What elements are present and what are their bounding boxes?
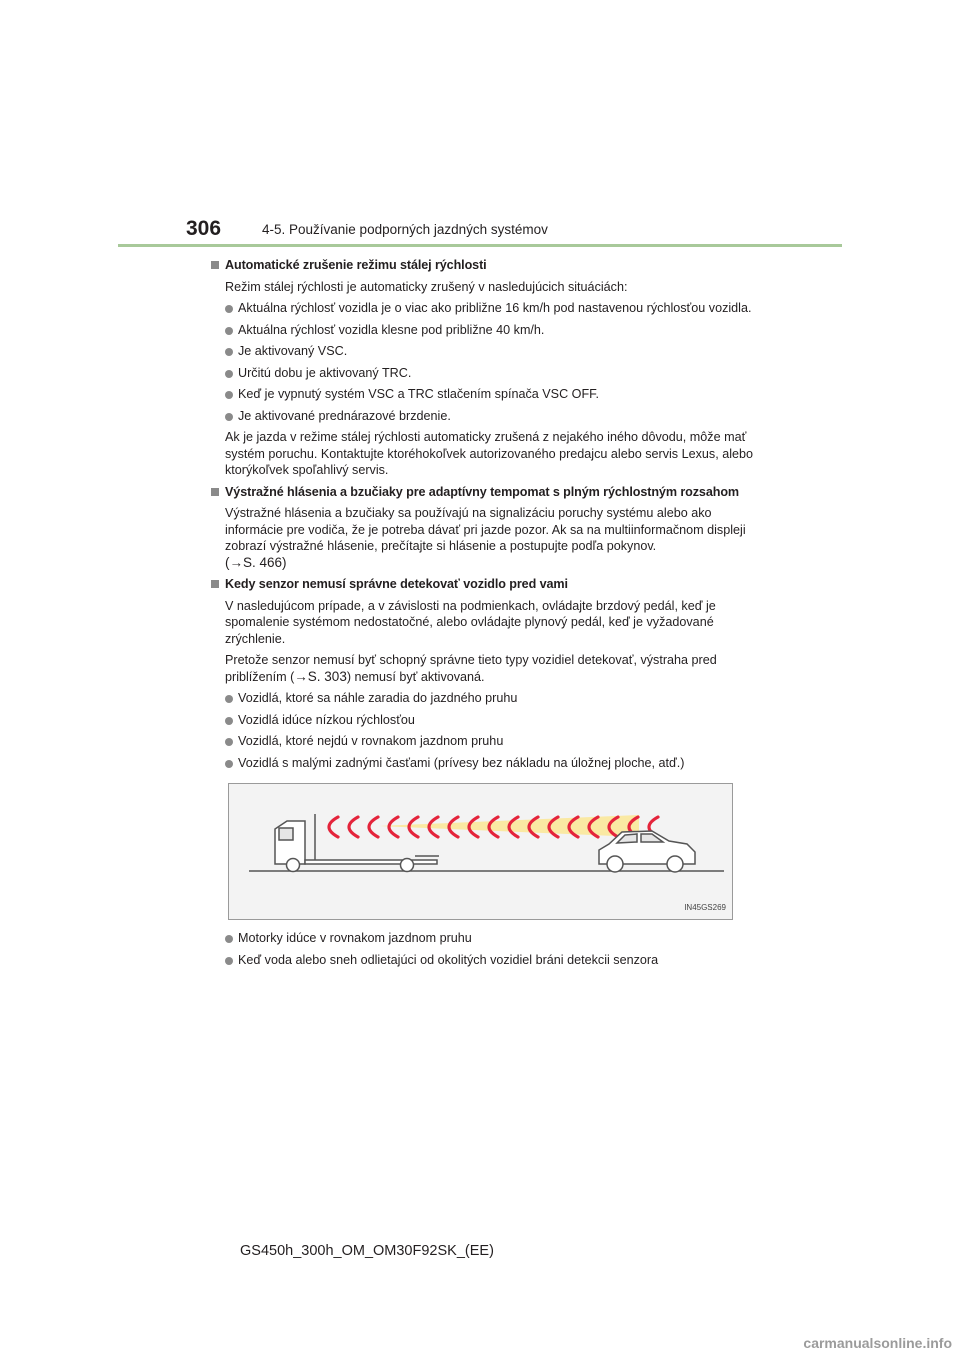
bullet-text: Je aktivovaný VSC. <box>238 344 348 358</box>
illustration-svg <box>229 784 732 919</box>
radar-wave-arc <box>369 817 378 837</box>
sedan-car-icon <box>599 831 695 872</box>
page-reference[interactable]: →S. 303 <box>294 668 347 684</box>
bullet-item-9 <box>210 733 755 750</box>
paragraph-2 <box>210 429 755 479</box>
heading-text: Výstražné hlásenia a bzučiaky pre adaptívny tempomat s plným rýchlostným rozsahom <box>225 484 740 499</box>
paragraph-1 <box>210 279 755 296</box>
round-bullet-icon <box>225 305 233 313</box>
paragraph-3 <box>210 505 755 571</box>
figure-code: IN45GS269 <box>684 902 726 912</box>
radar-wave-arc <box>329 817 338 837</box>
bullet-text: Keď je vypnutý systém VSC a TRC stlačením spínača VSC OFF. <box>238 387 599 401</box>
bullet-text: Určitú dobu je aktivovaný TRC. <box>238 365 412 380</box>
round-bullet-icon <box>225 327 233 335</box>
square-bullet-icon <box>211 488 219 496</box>
bullet-text: Aktuálna rýchlosť vozidla klesne pod približne 40 km/h. <box>238 322 545 337</box>
bullet-item-4 <box>210 365 755 382</box>
bullet-item-8 <box>210 712 755 729</box>
round-bullet-icon <box>225 348 233 356</box>
round-bullet-icon <box>225 391 233 399</box>
bullet-item-3 <box>210 343 755 360</box>
bullet-item-1 <box>210 300 755 317</box>
bullet-text: Vozidlá idúce nízkou rýchlosťou <box>238 712 415 727</box>
round-bullet-icon <box>225 935 233 943</box>
round-bullet-icon <box>225 717 233 725</box>
bullet-item-2 <box>210 322 755 339</box>
bullet-item-6 <box>210 408 755 425</box>
paragraph-text: V nasledujúcom prípade, a v závislosti na podmienkach, ovládajte brzdový pedál, keď je spomalenie systémom nedostatočné, alebo ovládajte plynový pedál, keď je vyžadované zrýchlenie. <box>225 598 716 646</box>
bullet-text: Vozidlá, ktoré nejdú v rovnakom jazdnom pruhu <box>238 734 504 748</box>
truck-icon <box>275 814 439 872</box>
header-rule <box>118 244 842 247</box>
section-heading-2 <box>210 484 755 501</box>
section-title: 4-5. Používanie podporných jazdných systémov <box>262 222 548 237</box>
bullet-item-10 <box>210 755 755 772</box>
heading-text: Kedy senzor nemusí správne detekovať vozidlo pred vami <box>225 577 568 591</box>
footer-code: GS450h_300h_OM_OM30F92SK_(EE) <box>240 1243 494 1259</box>
bullet-item-11 <box>210 930 755 947</box>
round-bullet-icon <box>225 370 233 378</box>
paragraph-4 <box>210 598 755 648</box>
radar-wave-arc <box>349 817 358 837</box>
paragraph-text: Pretože senzor nemusí byť schopný správne tieto typy vozidiel detekovať, výstraha pred priblížením ( <box>225 653 717 684</box>
bullet-text: Motorky idúce v rovnakom jazdnom pruhu <box>238 931 472 945</box>
round-bullet-icon <box>225 695 233 703</box>
round-bullet-icon <box>225 413 233 421</box>
bullet-text: Aktuálna rýchlosť vozidla je o viac ako približne 16 km/h pod nastavenou rýchlosťou vozidla. <box>238 301 752 315</box>
page-header <box>186 215 846 245</box>
heading-text: Automatické zrušenie režimu stálej rýchlosti <box>225 258 487 272</box>
paragraph-text: Režim stálej rýchlosti je automaticky zrušený v nasledujúcich situáciách: <box>225 279 628 294</box>
round-bullet-icon <box>225 957 233 965</box>
bullet-text: Keď voda alebo sneh odlietajúci od okolitých vozidiel bráni detekcii senzora <box>238 952 659 967</box>
square-bullet-icon <box>211 261 219 269</box>
bullet-item-5 <box>210 386 755 403</box>
bullet-text: Vozidlá s malými zadnými časťami (prívesy bez nákladu na úložnej ploche, atď.) <box>238 755 685 770</box>
page-number: 306 <box>186 217 222 240</box>
watermark: carmanualsonline.info <box>803 1335 952 1351</box>
illustration-figure <box>228 783 733 920</box>
square-bullet-icon <box>211 580 219 588</box>
paragraph-text: Výstražné hlásenia a bzučiaky sa používajú na signalizáciu poruchy systému alebo ako informácie pre vodiča, že je potreba dávať pri jazde pozor. Ak sa na multiinformačnom displeji zobrazí výstražné hlásenie, prečítajte si hlásenie a postupujte podľa pokynov. <box>225 506 746 553</box>
paragraph-text: Ak je jazda v režime stálej rýchlosti automaticky zrušená z nejakého iného dôvodu, môže mať systém poruchu. Kontaktujte ktoréhokoľvek autorizovaného predajcu alebo servis Lexus, alebo ktorýkoľvek spoľahlivý servis. <box>225 430 754 477</box>
round-bullet-icon <box>225 738 233 746</box>
round-bullet-icon <box>225 760 233 768</box>
bullet-item-12 <box>210 952 755 969</box>
bullet-item-7 <box>210 690 755 707</box>
page-reference[interactable]: (→S. 466) <box>225 554 287 570</box>
paragraph-text-end: ) nemusí byť aktivovaná. <box>346 669 485 684</box>
bullet-text: Je aktivované prednárazové brzdenie. <box>238 408 451 423</box>
paragraph-5 <box>210 652 755 685</box>
radar-wave-arc <box>389 817 398 837</box>
bullet-text: Vozidlá, ktoré sa náhle zaradia do jazdného pruhu <box>238 691 518 705</box>
section-heading-3 <box>210 576 755 593</box>
page-content <box>210 257 755 973</box>
section-heading-1 <box>210 257 755 274</box>
